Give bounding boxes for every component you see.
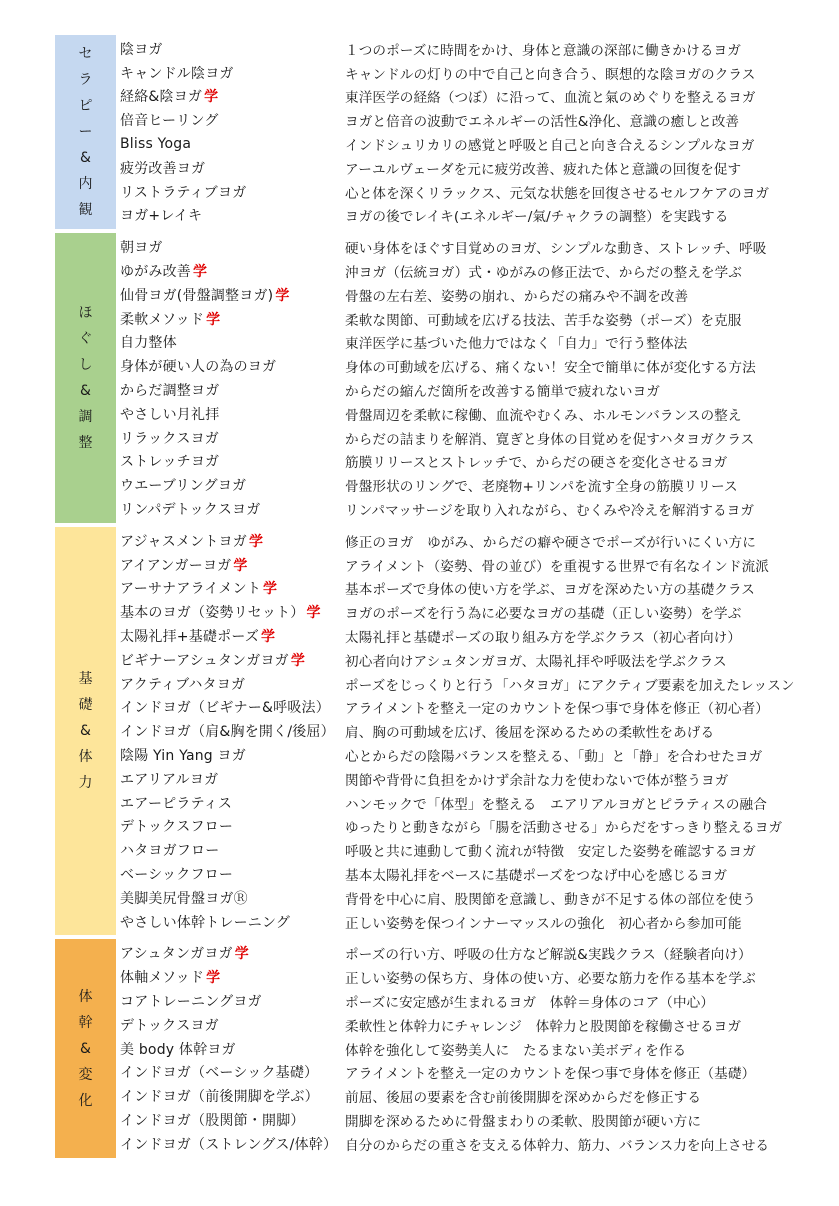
class-description: 柔軟性と体幹力にチャレンジ 体幹力と股関節を稼働させるヨガ [345, 1018, 742, 1035]
class-name-cell [116, 745, 345, 765]
class-description: アーユルヴェーダを元に疲労改善、疲れた体と意識の回復を促す [345, 161, 742, 178]
class-name-cell [116, 864, 345, 884]
class-name: Bliss Yoga [120, 136, 192, 153]
class-row [116, 910, 795, 934]
class-description: 柔軟な関節、可動域を広げる技法、苦手な姿勢（ポーズ）を克服 [345, 312, 742, 329]
class-name-cell [116, 86, 345, 106]
class-name-cell [116, 674, 345, 694]
class-name: キャンドル陰ヨガ [120, 65, 234, 82]
class-row [116, 1108, 795, 1132]
class-row [116, 132, 795, 156]
class-description: 修正のヨガ ゆがみ、からだの癖や硬さでポーズが行いにくい方に [345, 534, 756, 551]
class-row [116, 886, 795, 910]
class-description: ポーズに安定感が生まれるヨガ 体幹＝身体のコア（中心） [345, 994, 715, 1011]
class-name: 美脚美尻骨盤ヨガⓇ [120, 890, 248, 907]
class-row [116, 624, 795, 648]
class-name: エアーピラティス [120, 795, 233, 812]
class-rows [116, 939, 795, 1157]
class-description: 身体の可動域を広げる、痛くない！安全で簡単に体が変化する方法 [345, 360, 756, 377]
class-name-cell [116, 555, 345, 575]
learn-mark: 学 [204, 89, 219, 106]
learn-mark: 学 [193, 264, 208, 281]
class-name: アイアンガーヨガ [120, 557, 232, 574]
class-name: 陰陽 Yin Yang ヨガ [120, 748, 246, 764]
class-row [116, 156, 795, 180]
class-name-cell [116, 840, 345, 860]
section-label-char: ぐ [78, 331, 93, 348]
class-description: 正しい姿勢を保つインナーマッスルの強化 初心者から参加可能 [345, 915, 742, 932]
learn-mark: 学 [206, 311, 221, 328]
class-name: 朝ヨガ [120, 240, 163, 257]
class-description: 骨盤の左右差、姿勢の崩れ、からだの痛みや不調を改善 [345, 288, 689, 305]
class-name: リストラティブヨガ [120, 184, 247, 201]
section-label-char: & [80, 1040, 91, 1057]
class-description: 自分のからだの重さを支える体幹力、筋力、バランス力を向上させる [345, 1137, 770, 1154]
class-name-cell [116, 182, 345, 202]
class-description: 前屈、後屈の要素を含む前後開脚を深めからだを修正する [345, 1090, 702, 1107]
class-description: 硬い身体をほぐす目覚めのヨガ、シンプルな動き、ストレッチ、呼吸 [345, 241, 767, 258]
class-name-cell [116, 309, 345, 329]
section-label-char: 観 [78, 202, 93, 219]
section-label-char: & [80, 383, 91, 400]
class-row [116, 1037, 795, 1061]
class-description: 沖ヨガ（伝統ヨガ）式・ゆがみの修正法で、からだの整えを学ぶ [345, 265, 742, 282]
class-name: デトックスフロー [120, 819, 234, 836]
learn-mark: 学 [306, 605, 321, 622]
class-row [116, 331, 795, 355]
class-name: ストレッチヨガ [120, 454, 220, 471]
class-row [116, 648, 795, 672]
section-label-char: 幹 [78, 1014, 93, 1031]
section-label-text [79, 666, 93, 796]
class-description: リンパマッサージを取り入れながら、むくみや冷えを解消するヨガ [345, 503, 755, 520]
section-label-char: 変 [78, 1066, 93, 1083]
class-name: 柔軟メソッド [120, 311, 205, 328]
class-name-cell [116, 1039, 345, 1059]
class-name: インドヨガ（前後開脚を学ぶ） [120, 1089, 319, 1106]
class-row [116, 1060, 795, 1084]
class-row [116, 791, 795, 815]
class-row [116, 497, 795, 521]
class-name-cell [116, 110, 345, 130]
class-name-cell [116, 136, 345, 152]
class-name: 陰ヨガ [120, 41, 163, 58]
class-name: 太陽礼拝+基礎ポーズ [120, 629, 260, 646]
class-description: 開脚を深めるために骨盤まわりの柔軟、股関節が硬い方に [345, 1113, 702, 1130]
class-name-cell [116, 237, 345, 257]
class-row [116, 838, 795, 862]
section-label-char: 内 [78, 176, 93, 193]
class-row [116, 180, 795, 204]
class-row [116, 204, 795, 228]
section-label-text [79, 300, 93, 456]
class-name: インドヨガ（股関節・開脚） [120, 1112, 305, 1129]
class-name: 疲労改善ヨガ [120, 160, 206, 177]
class-name: アシュタンガヨガ [120, 946, 233, 963]
class-name-cell [116, 1086, 345, 1106]
class-name-cell [116, 451, 345, 471]
class-description: 肩、胸の可動域を広げ、後屈を深めるための柔軟性をあげる [345, 725, 715, 742]
class-name-cell [116, 205, 345, 225]
section-label-char: ほ [78, 305, 93, 322]
section-label-char: 力 [78, 775, 93, 792]
class-name-cell [116, 475, 345, 495]
class-name: インドヨガ（ストレングス/体幹） [120, 1136, 338, 1153]
class-rows [116, 35, 795, 229]
class-name-cell [116, 1110, 345, 1130]
class-name-cell [116, 285, 345, 305]
class-list [55, 35, 795, 1158]
class-name: 仙骨ヨガ(骨盤調整ヨガ) [120, 287, 274, 304]
class-row [116, 61, 795, 85]
class-row [116, 600, 795, 624]
class-row [116, 108, 795, 132]
section-label-char: 調 [78, 409, 93, 426]
class-description: 太陽礼拝と基礎ポーズの取り組み方を学ぶクラス（初心者向け） [345, 630, 742, 647]
section-label-char: 整 [78, 435, 93, 452]
class-row [116, 283, 795, 307]
section-label-char: & [80, 150, 91, 167]
class-description: 背骨を中心に肩、股関節を意識し、動きが不足する体の部位を使う [345, 891, 756, 908]
class-name: 自力整体 [120, 335, 177, 352]
class-description: 正しい姿勢の保ち方、身体の使い方、必要な筋力を作る基本を学ぶ [345, 971, 756, 988]
learn-mark: 学 [263, 581, 278, 598]
class-description: キャンドルの灯りの中で自己と向き合う、瞑想的な陰ヨガのクラス [345, 66, 756, 83]
class-name-cell [116, 793, 345, 813]
class-description: １つのポーズに時間をかけ、身体と意識の深部に働きかけるヨガ [345, 42, 741, 59]
class-row [116, 450, 795, 474]
class-name-cell [116, 531, 345, 551]
class-name: 美 body 体幹ヨガ [120, 1041, 236, 1058]
class-name: 経絡&陰ヨガ [120, 89, 203, 106]
class-description: 呼吸と共に連動して動く流れが特徴 安定した姿勢を確認するヨガ [345, 844, 756, 861]
class-description: 骨盤周辺を柔軟に稼働、血流やむくみ、ホルモンバランスの整え [345, 407, 742, 424]
class-name: ビギナーアシュタンガヨガ [120, 652, 289, 669]
class-name: リラックスヨガ [120, 430, 219, 447]
class-name-cell [116, 991, 345, 1011]
class-row [116, 1013, 795, 1037]
section-label [55, 527, 116, 936]
class-description: 初心者向けアシュタンガヨガ、太陽礼拝や呼吸法を学ぶクラス [345, 653, 727, 670]
class-row [116, 426, 795, 450]
class-description: 心と体を深くリラックス、元気な状態を回復させるセルフケアのヨガ [345, 185, 770, 202]
class-name: やさしい月礼拝 [120, 406, 220, 423]
class-rows [116, 233, 795, 523]
class-name-cell [116, 967, 345, 987]
class-name: インドヨガ（ビギナー&呼吸法） [120, 700, 330, 717]
class-description: アライメントを整え一定のカウントを保つ事で身体を修正（初心者） [345, 701, 769, 718]
class-section [55, 35, 795, 229]
class-row [116, 1084, 795, 1108]
class-description: 東洋医学に基づいた他力ではなく「自力」で行う整体法 [345, 336, 688, 353]
class-name: ウエーブリングヨガ [120, 478, 247, 495]
class-name-cell [116, 1015, 345, 1035]
class-description: 基本ポーズで身体の使い方を学ぶ、ヨガを深めたい方の基礎クラス [345, 582, 755, 599]
class-name-cell [116, 650, 345, 670]
learn-mark: 学 [248, 533, 264, 550]
class-description: からだの詰まりを解消、寛ぎと身体の目覚めを促すハタヨガクラス [345, 431, 755, 448]
class-name: ハタヨガフロー [120, 843, 220, 860]
class-name: アーサナアライメント [120, 581, 262, 598]
class-name-cell [116, 816, 345, 836]
class-name-cell [116, 499, 345, 519]
class-description: 東洋医学の経絡（つぼ）に沿って、血流と氣のめぐりを整えるヨガ [345, 90, 756, 107]
class-row [116, 529, 795, 553]
class-description: アライメントを整え一定のカウントを保つ事で身体を修正（基礎） [345, 1066, 756, 1083]
section-label [55, 939, 116, 1157]
class-name-cell [116, 602, 345, 622]
class-row [116, 378, 795, 402]
class-row [116, 307, 795, 331]
class-name: インドヨガ（ベーシック基礎） [120, 1065, 319, 1082]
class-description: 関節や背骨に負担をかけず余計な力を使わないで体が整うヨガ [345, 772, 729, 789]
section-label-char: し [78, 357, 93, 374]
class-name: 倍音ヒーリング [120, 113, 219, 130]
class-name: やさしい体幹トレーニング [120, 914, 291, 931]
class-name: アクティブハタヨガ [120, 676, 246, 693]
class-name: 体軸メソッド [120, 970, 205, 987]
learn-mark: 学 [290, 652, 306, 669]
class-row [116, 815, 795, 839]
section-label-char: ピ [78, 98, 93, 115]
class-description: 心とからだの陰陽バランスを整える、「動」と「静」を合わせたヨガ [345, 749, 763, 765]
class-name-cell [116, 356, 345, 376]
section-label-char: 体 [78, 988, 93, 1005]
class-name: ヨガ+レイキ [120, 208, 203, 225]
class-name: コアトレーニングヨガ [120, 993, 262, 1010]
class-row [116, 743, 795, 767]
class-row [116, 235, 795, 259]
class-row [116, 259, 795, 283]
class-row [116, 354, 795, 378]
class-description: 骨盤形状のリングで、老廃物+リンパを流す全身の筋膜リリース [345, 479, 738, 496]
class-row [116, 696, 795, 720]
learn-mark: 学 [275, 287, 290, 304]
class-name: アジャスメントヨガ [120, 533, 247, 550]
class-row [116, 767, 795, 791]
class-description: ヨガのポーズを行う為に必要なヨガの基礎（正しい姿勢）を学ぶ [345, 606, 742, 623]
class-name-cell [116, 912, 345, 932]
class-name-cell [116, 404, 345, 424]
class-description: 筋膜リリースとストレッチで、からだの硬さを変化させるヨガ [345, 455, 728, 472]
class-row [116, 989, 795, 1013]
class-name-cell [116, 697, 345, 717]
class-name: ベーシックフロー [120, 866, 234, 883]
class-name-cell [116, 158, 345, 178]
class-name: デトックスヨガ [120, 1017, 219, 1034]
learn-mark: 学 [234, 946, 249, 963]
class-description: からだの縮んだ箇所を改善する簡単で疲れないヨガ [345, 384, 660, 401]
learn-mark: 学 [233, 557, 248, 574]
class-name: インドヨガ（肩&胸を開く/後屈） [120, 724, 335, 741]
class-row [116, 37, 795, 61]
class-name-cell [116, 1062, 345, 1082]
class-name-cell [116, 943, 345, 963]
class-row [116, 85, 795, 109]
class-description: 基本太陽礼拝をベースに基礎ポーズをつなげ中心を感じるヨガ [345, 867, 728, 884]
section-label-char: 化 [78, 1092, 93, 1109]
class-section [55, 233, 795, 523]
class-description: ヨガと倍音の波動でエネルギーの活性&浄化、意識の癒しと改善 [345, 114, 740, 131]
class-name-cell [116, 332, 345, 352]
class-name: からだ調整ヨガ [120, 383, 220, 400]
section-label-char: & [80, 723, 91, 740]
class-row [116, 473, 795, 497]
class-name-cell [116, 380, 345, 400]
learn-mark: 学 [206, 970, 221, 987]
class-section [55, 527, 795, 936]
class-name-cell [116, 888, 345, 908]
class-row [116, 941, 795, 965]
class-name-cell [116, 428, 345, 448]
class-name-cell [116, 63, 345, 83]
section-label-text [79, 984, 93, 1114]
class-row [116, 402, 795, 426]
class-description: アライメント（姿勢、骨の並び）を重視する世界で有名なインド流派 [345, 558, 769, 575]
class-row [116, 965, 795, 989]
section-label-char: 体 [78, 749, 93, 766]
class-row [116, 672, 795, 696]
class-name-cell [116, 769, 345, 789]
class-name: リンパデトックスヨガ [120, 502, 261, 519]
class-name: エアリアルヨガ [120, 771, 219, 788]
section-label-char: セ [78, 46, 93, 63]
class-description: ポーズの行い方、呼吸の仕方など解説&実践クラス（経験者向け） [345, 947, 752, 964]
class-name: 身体が硬い人の為のヨガ [120, 359, 277, 376]
class-description: ヨガの後でレイキ(エネルギー/氣/チャクラの調整）を実践する [345, 209, 729, 226]
class-name-cell [116, 1134, 345, 1154]
section-label-char: ー [78, 124, 93, 141]
section-label [55, 233, 116, 523]
class-row [116, 719, 795, 743]
class-description: ゆったりと動きながら「腸を活動させる」からだをすっきり整えるヨガ [345, 820, 783, 837]
class-name-cell [116, 578, 345, 598]
class-row [116, 1132, 795, 1156]
class-name: 基本のヨガ（姿勢リセット） [120, 605, 305, 622]
class-row [116, 553, 795, 577]
class-description: ポーズをじっくりと行う「ハタヨガ」にアクティブ要素を加えたレッスン [345, 677, 795, 694]
section-label [55, 35, 116, 229]
class-description: インドシュリカリの感覚と呼吸と自己と向き合えるシンプルなヨガ [345, 138, 755, 155]
class-description: 体幹を強化して姿勢美人に たるまない美ボディを作る [345, 1042, 687, 1059]
class-description: ハンモックで「体型」を整える エアリアルヨガとピラティスの融合 [345, 796, 767, 813]
section-label-char: 礎 [78, 697, 93, 714]
class-name-cell [116, 721, 345, 741]
class-name: ゆがみ改善 [120, 264, 191, 281]
class-name-cell [116, 261, 345, 281]
class-rows [116, 527, 795, 936]
section-label-text [79, 41, 93, 223]
class-row [116, 862, 795, 886]
class-section [55, 939, 795, 1157]
section-label-char: 基 [78, 671, 93, 688]
class-name-cell [116, 626, 345, 646]
section-label-char: ラ [78, 72, 93, 89]
class-name-cell [116, 39, 345, 59]
learn-mark: 学 [261, 629, 276, 646]
class-row [116, 577, 795, 601]
